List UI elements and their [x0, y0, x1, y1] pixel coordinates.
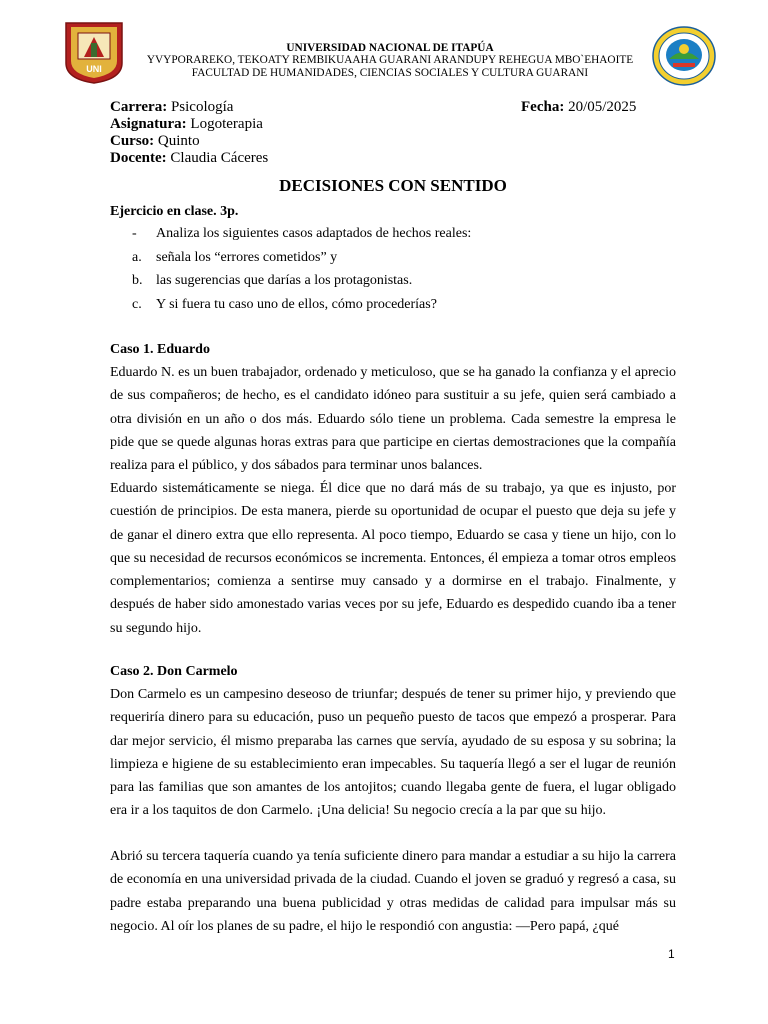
- list-item: [110, 296, 676, 320]
- list-item: [110, 249, 676, 273]
- list-marker: c.: [132, 296, 142, 312]
- case-2-paragraph-2: Abrió su tercera taquería cuando ya tenía suficiente dinero para mandar a estudiar a su hijo la carrera de economía en una universidad privada de la ciudad. Cuando el joven se graduó y regresó a casa, su padre estaba preparando una buena publicidad y otras medidas de calidad para impulsar más su negocio. Al oír los planes de su padre, el hijo le respondió con angustia: —Pero papá, ¿qué: [110, 849, 676, 934]
- list-marker: a.: [132, 249, 142, 265]
- case-1-paragraph-2: Eduardo sistemáticamente se niega. Él dice que no dará más de su trabajo, ya que es injusto, por cuestión de principios. De esta manera, pierde su oportunidad de ocupar el puesto que deja su jefe y de ganar el dinero extra que ello representa. Al poco tiempo, Eduardo se casa y tiene un hijo, con lo que su necesidad de recursos económicos se incrementa. Entonces, él empieza a tomar otros empleos complementarios; comienza a sentirse muy cansado y a dormirse en el trabajo. Finalmente, y después de haber sido amonestado varias veces por su jefe, Eduardo es despedido cuando iba a tener su segundo hijo.: [110, 481, 677, 636]
- list-text: Y si fuera tu caso uno de ellos, cómo procederías?: [156, 296, 437, 312]
- exercise-title: Ejercicio en clase. 3p.: [110, 204, 239, 219]
- curso-row: [110, 133, 670, 150]
- docente-label: Docente:: [110, 150, 167, 166]
- faculty-name: FACULTAD DE HUMANIDADES, CIENCIAS SOCIALES Y CULTURA GUARANI: [191, 66, 589, 79]
- list-marker: b.: [132, 273, 143, 288]
- case-1-title: Caso 1. Eduardo: [110, 342, 210, 357]
- carrera-label: Carrera:: [110, 99, 168, 115]
- fecha-row: [521, 99, 636, 116]
- asignatura-value: Logoterapia: [190, 116, 263, 132]
- university-name: UNIVERSIDAD NACIONAL DE ITAPÚA: [286, 42, 494, 54]
- faculty-seal-icon: [651, 25, 717, 87]
- case-2-title: Caso 2. Don Carmelo: [110, 664, 238, 679]
- list-item: [110, 225, 676, 249]
- asignatura-label: Asignatura:: [110, 116, 187, 132]
- curso-value: Quinto: [157, 133, 200, 149]
- guarani-name: YVYPORAREKO, TEKOATY REMBIKUAAHA GUARANI ARANDUPY REHEGUA MBO`EHAOITE: [146, 54, 634, 67]
- curso-label: Curso:: [110, 133, 155, 149]
- carrera-value: Psicología: [170, 99, 234, 115]
- list-text: Analiza los siguientes casos adaptados de hechos reales:: [156, 226, 472, 241]
- asignatura-row: [110, 116, 670, 133]
- case-2-paragraph-1: Don Carmelo es un campesino deseoso de triunfar; después de tener su primer hijo, y previendo que requeriría dinero para su educación, puso un pequeño puesto de tacos que empezó a prosperar. Para dar mejor servicio, él mismo preparaba las carnes que servía, ayudado de su esposa y su sobrina; la limpieza e higiene de su establecimiento eran impecables. Su taquería llegó a ser el lugar de reunión para las familias que son amantes de los antojitos; cuando llegaba gente de fuera, el lugar obligado era ir a los taquitos de don Carmelo. ¡Una delicia! Su negocio crecía a la par que su hijo.: [110, 687, 676, 819]
- list-text: señala los “errores cometidos” y: [156, 249, 338, 265]
- list-marker: -: [132, 226, 137, 241]
- exercise-list: [110, 225, 676, 319]
- docente-row: [110, 150, 670, 167]
- case-1-paragraph-1: Eduardo N. es un buen trabajador, ordenado y meticuloso, que se ha ganado la confianza y el aprecio de sus compañeros; de hecho, es el candidato idóneo para sustituir a su jefe, quien será cambiado a otra división en un año o dos más. Eduardo sólo tiene un problema. Cada semestre la empresa le pide que se quede algunas horas extras para que participe en ciertas demostraciones que la compañía realiza para el público, y dos sábados para terminar unos balances.: [110, 365, 676, 474]
- page-number: 1: [668, 947, 675, 961]
- docente-value: Claudia Cáceres: [170, 150, 269, 166]
- document-title: DECISIONES CON SENTIDO: [279, 176, 507, 195]
- list-text: las sugerencias que darías a los protagonistas.: [156, 273, 413, 288]
- university-crest-icon: [62, 19, 126, 85]
- logo-left-text: UNI: [86, 64, 102, 74]
- fecha-value: 20/05/2025: [568, 99, 637, 115]
- list-item: [110, 272, 676, 296]
- fecha-label: Fecha:: [521, 99, 565, 115]
- page-header: [130, 42, 650, 79]
